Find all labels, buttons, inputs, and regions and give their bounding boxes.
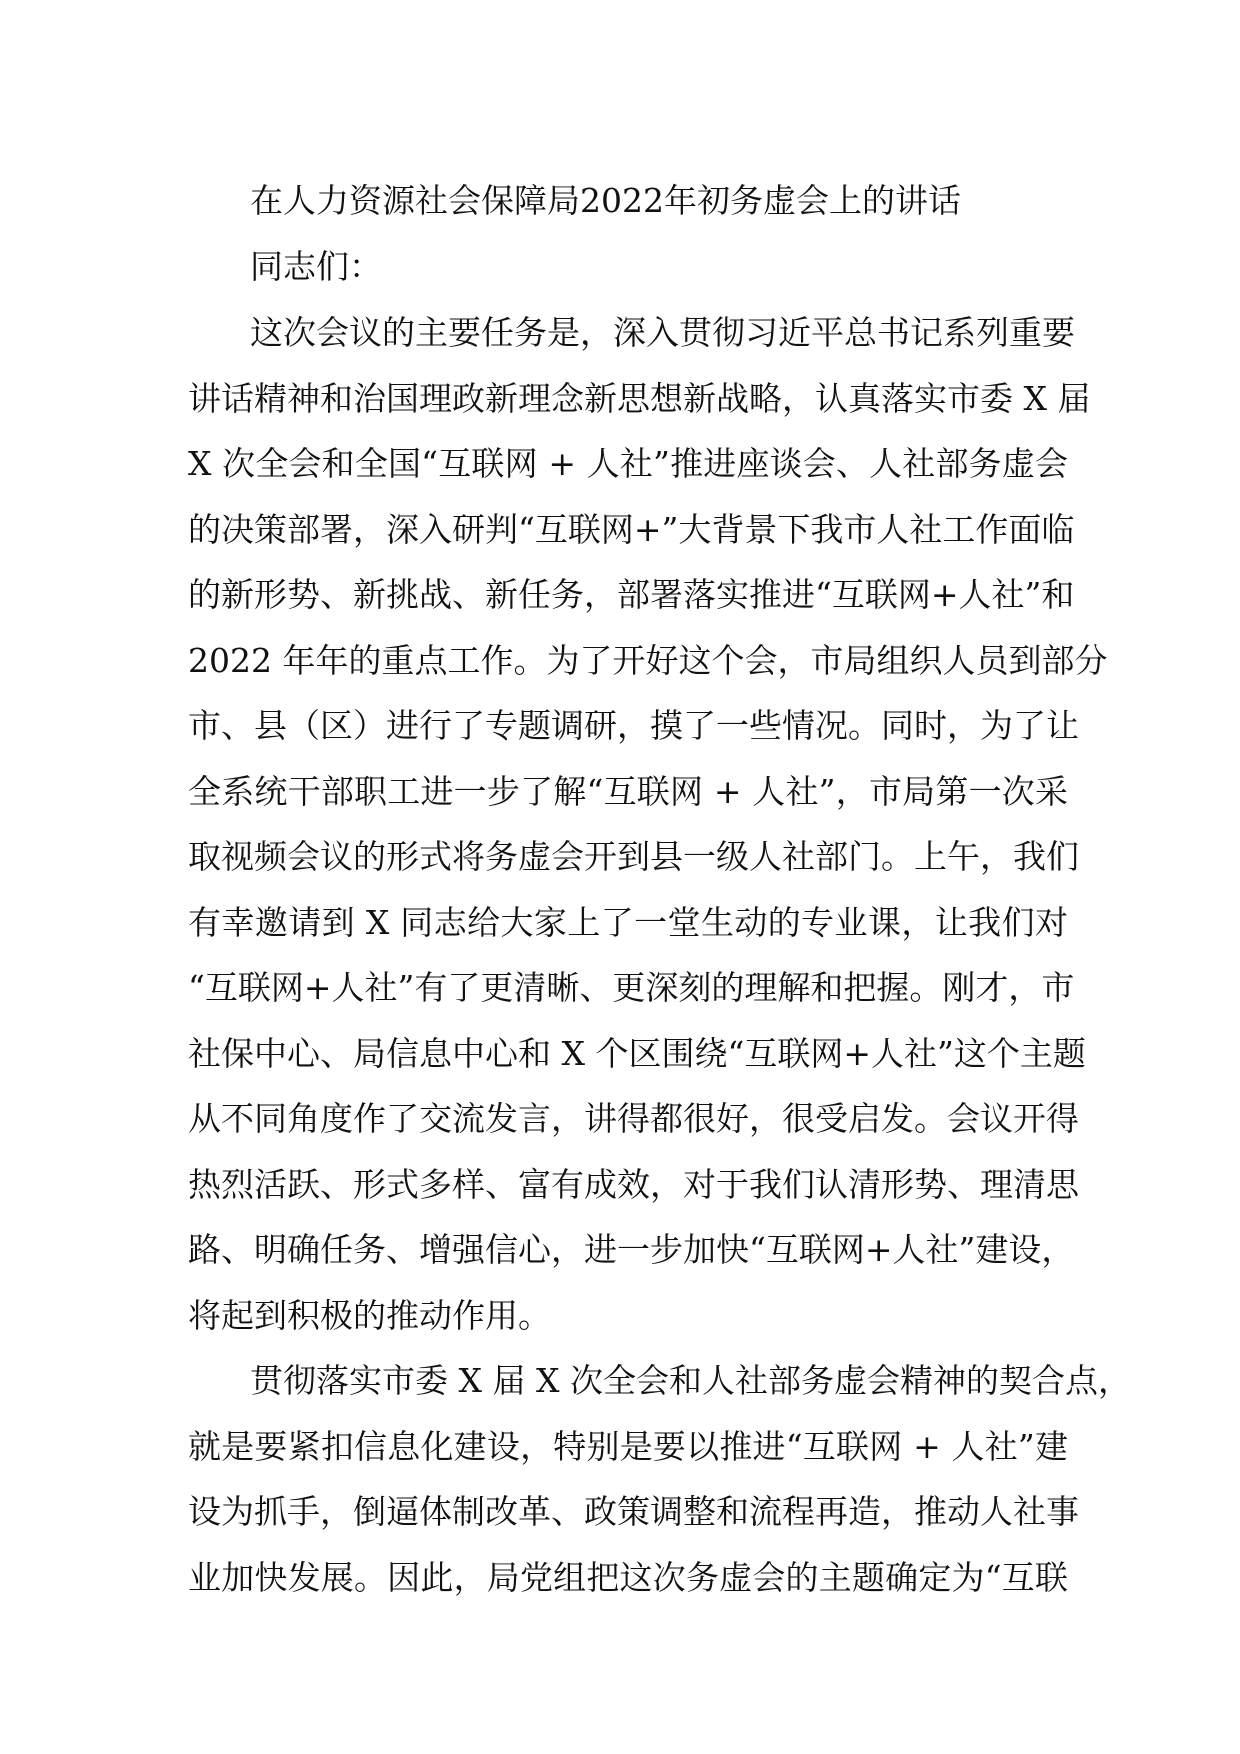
paragraph-line: 将起到积极的推动作用。 [188,1295,551,1335]
paragraph-line: 的决策部署，深入研判“互联网+”大背景下我市人社工作面临 [188,509,1075,549]
paragraph-2 [188,1348,1131,1610]
paragraph-line: 热烈活跃、形式多样、富有成效，对于我们认清形势、理清思 [188,1164,1079,1204]
paragraph-line: 取视频会议的形式将务虚会开到县一级人社部门。上午，我们 [188,837,1079,876]
paragraph-line: 全系统干部职工进一步了解“互联网 + 人社”，市局第一次采 [188,771,1068,811]
paragraph-line: 业加快发展。因此，局党组把这次务虚会的主题确定为“互联 [188,1557,1068,1597]
paragraph-line: 2022 年年的重点工作。为了开好这个会，市局组织人员到部分 [188,640,1108,680]
paragraph-line: 贯彻落实市委 X 届 X 次全会和人社部务虚会精神的契合点， [250,1361,1131,1400]
paragraph-line: “互联网+人社”有了更清晰、更深刻的理解和把握。刚才，市 [188,968,1075,1007]
paragraph-line: 路、明确任务、增强信心，进一步加快“互联网+人社”建设， [188,1230,1075,1269]
document-title: 在人力资源社会保障局2022年初务虚会上的讲话 [250,181,961,220]
document-body [188,168,1131,1610]
paragraph-line: 的新形势、新挑战、新任务，部署落实推进“互联网+人社”和 [188,575,1075,614]
paragraph-line: X 次全会和全国“互联网 + 人社”推进座谈会、人社部务虚会 [188,444,1068,483]
paragraph-line: 从不同角度作了交流发言，讲得都很好，很受启发。会议开得 [188,1099,1079,1138]
paragraph-1 [188,300,1108,1348]
paragraph-line: 这次会议的主要任务是，深入贯彻习近平总书记系列重要 [250,313,1075,352]
paragraph-line: 有幸邀请到 X 同志给大家上了一堂生动的专业课，让我们对 [188,902,1068,942]
paragraph-line: 就是要紧扣信息化建设，特别是要以推进“互联网 + 人社”建 [188,1426,1068,1466]
paragraph-line: 市、县（区）进行了专题调研，摸了一些情况。同时，为了让 [188,706,1079,745]
salutation: 同志们： [250,247,382,286]
paragraph-line: 社保中心、局信息中心和 X 个区围绕“互联网+人社”这个主题 [188,1033,1086,1073]
paragraph-line: 讲话精神和治国理政新理念新思想新战略，认真落实市委 X 届 [188,378,1091,418]
paragraph-line: 设为抓手，倒逼体制改革、政策调整和流程再造，推动人社事 [188,1492,1079,1531]
